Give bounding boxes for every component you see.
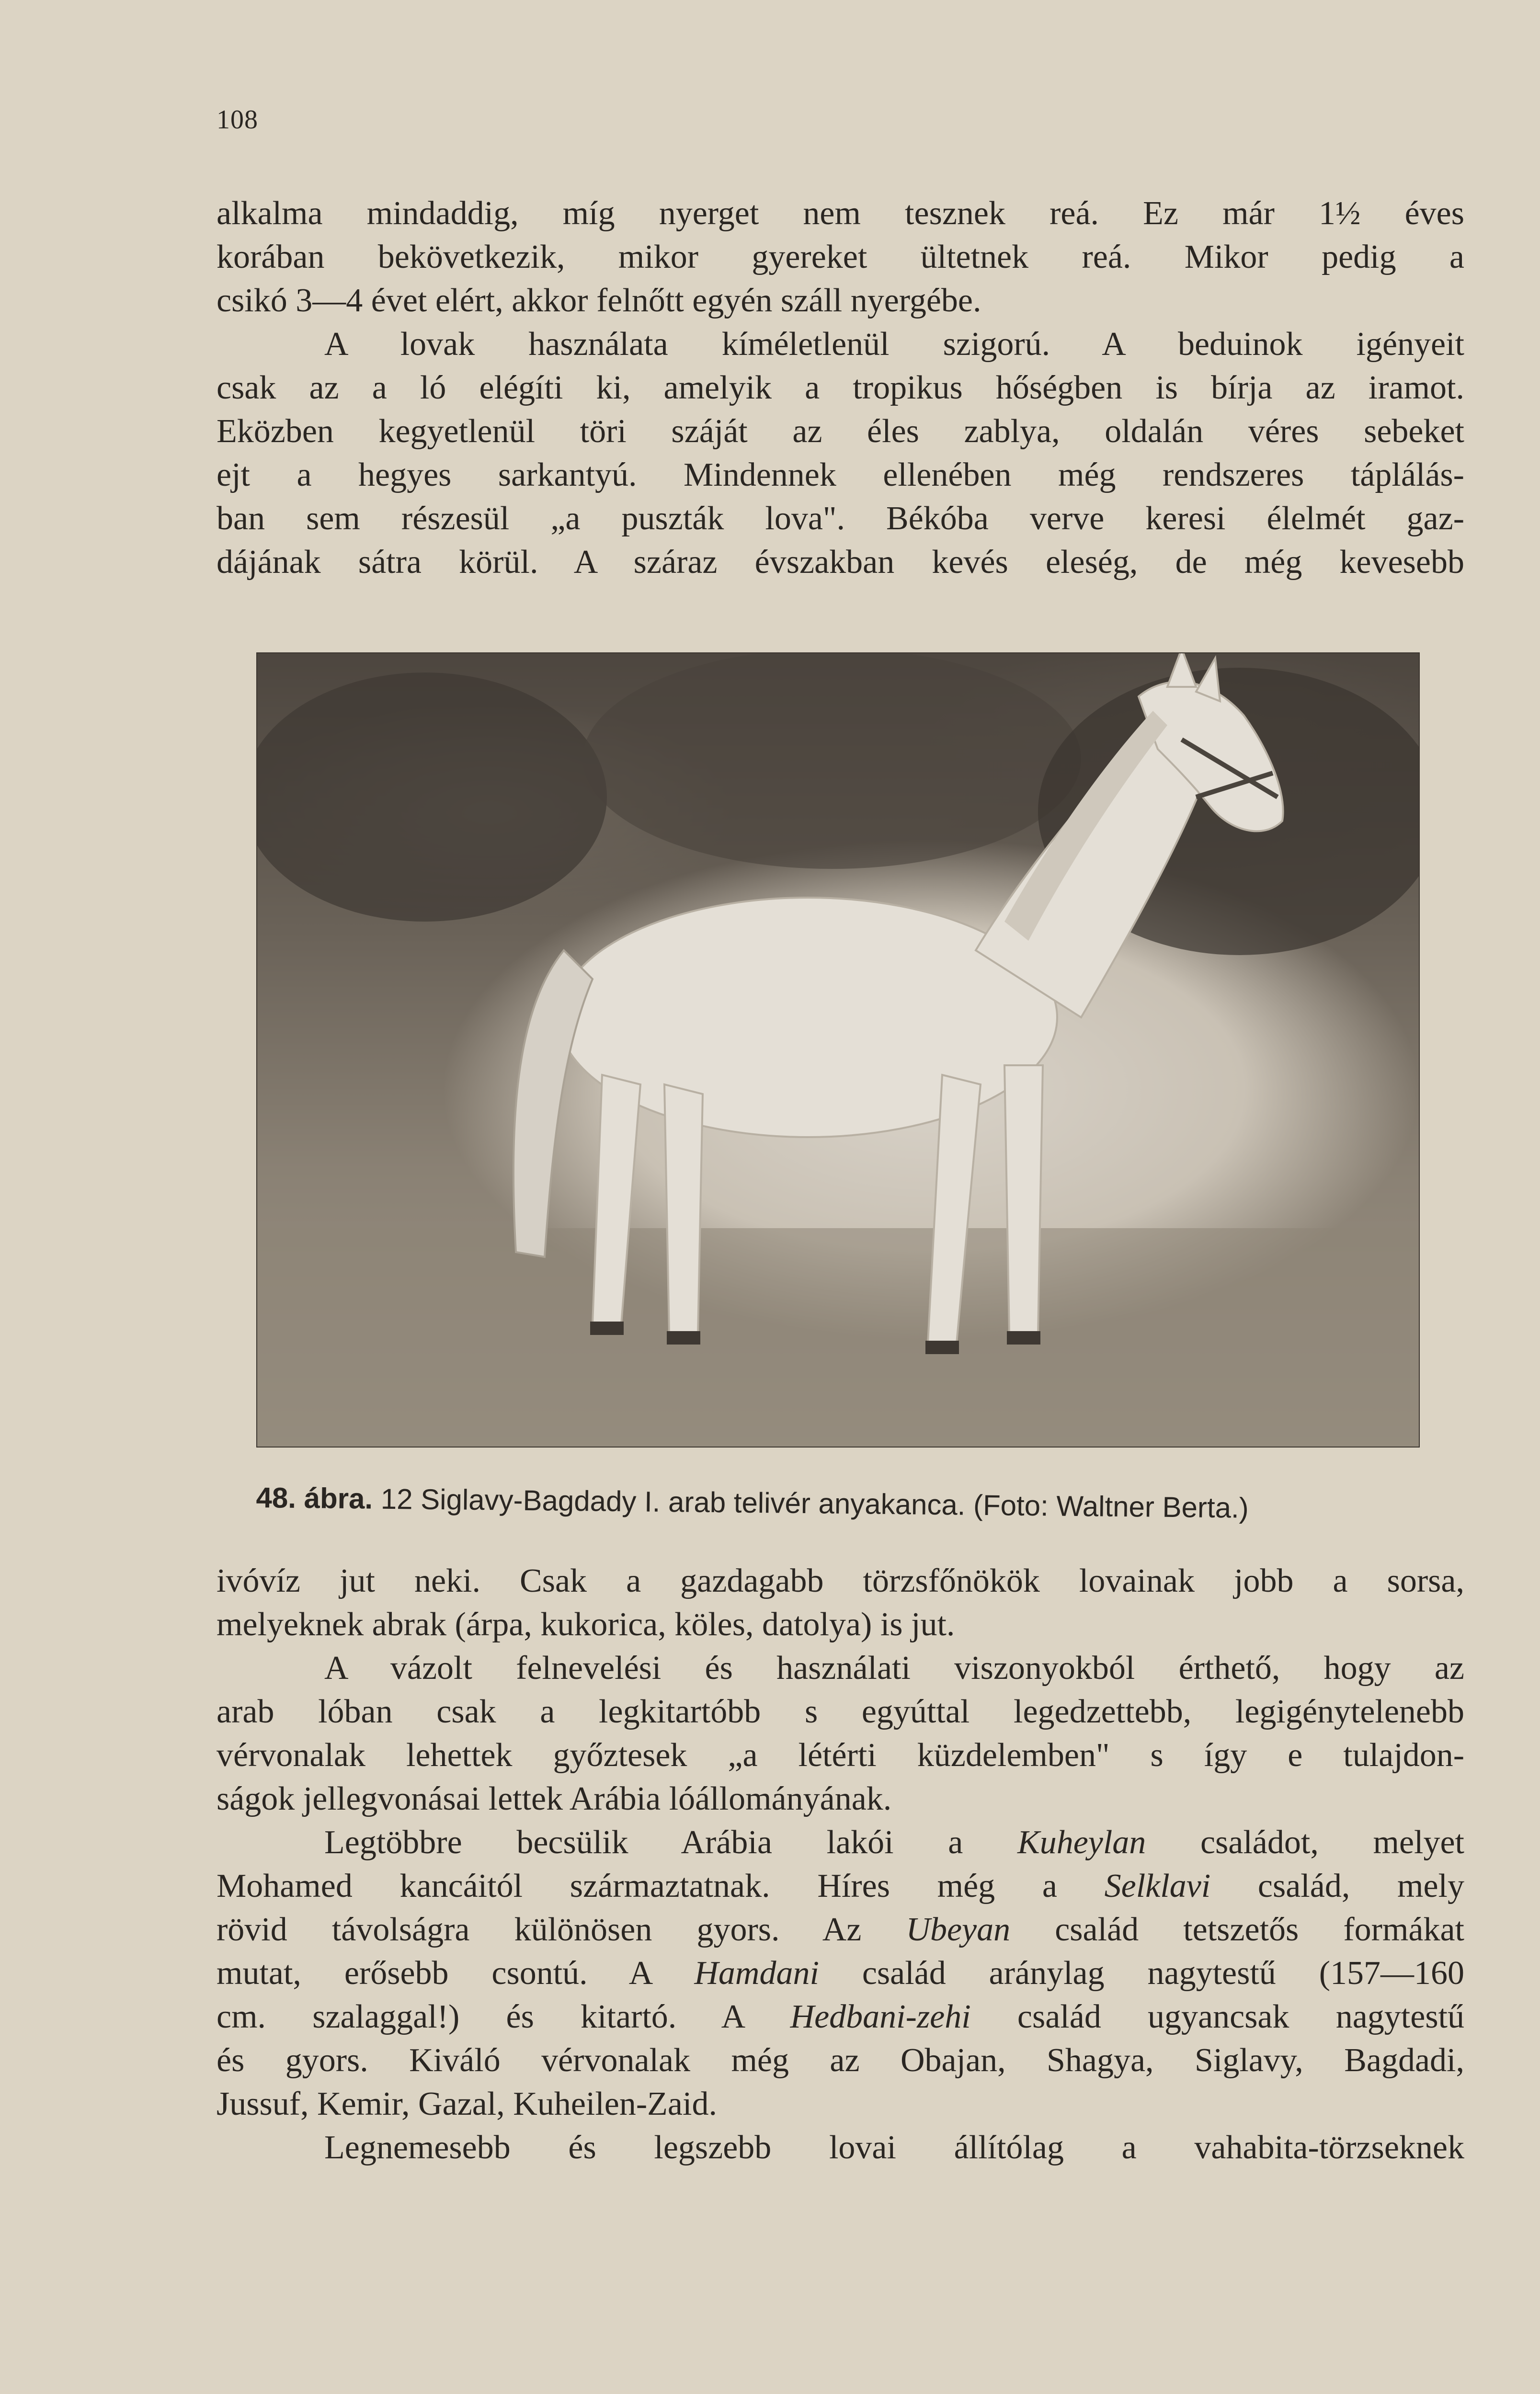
- text-line: mutat, erősebb csontú. A Hamdani család aránylag nagytestű (157—160: [217, 1955, 1464, 1992]
- text-line: Legnemesebb és legszebb lovai állítólag a vahabita-törzseknek: [324, 2129, 1464, 2166]
- top-paragraphs: [217, 192, 1464, 584]
- text-line: cm. szalaggal!) és kitartó. A Hedbani-zehi család ugyancsak nagytestű: [217, 1998, 1465, 2035]
- bottom-paragraphs: [217, 1559, 1464, 2169]
- horse-photograph: [256, 652, 1420, 1448]
- text-line: vérvonalak lehettek győztesek „a létérti küzdelemben" s így e tulajdon-: [217, 1737, 1464, 1774]
- text-line: ságok jellegvonásai lettek Arábia lóállományának.: [217, 1780, 892, 1817]
- text-line: rövid távolságra különösen gyors. Az Ubeyan család tetszetős formákat: [217, 1911, 1464, 1948]
- text-line: Legtöbbre becsülik Arábia lakói a Kuheylan családot, melyet: [324, 1824, 1464, 1861]
- figure-number: 48. ábra.: [256, 1482, 373, 1515]
- horse-illustration: [257, 653, 1419, 1447]
- text-line: melyeknek abrak (árpa, kukorica, köles, datolya) is jut.: [217, 1606, 955, 1643]
- text-line: ban sem részesül „a puszták lova". Békóba verve keresi élelmét gaz-: [217, 500, 1464, 537]
- text-line: arab lóban csak a legkitartóbb s egyúttal legedzettebb, legigénytelenebb: [217, 1693, 1464, 1730]
- text-line: A vázolt felnevelési és használati viszonyokból érthető, hogy az: [324, 1650, 1464, 1687]
- page-number: 108: [217, 105, 258, 135]
- figure-caption: [256, 1481, 1444, 1527]
- text-line: Jussuf, Kemir, Gazal, Kuheilen-Zaid.: [217, 2086, 717, 2122]
- text-line: Eközben kegyetlenül töri száját az éles zablya, oldalán véres sebeket: [217, 413, 1464, 450]
- text-line: korában bekövetkezik, mikor gyereket ültetnek reá. Mikor pedig a: [217, 239, 1464, 275]
- text-line: és gyors. Kiváló vérvonalak még az Obajan, Shagya, Siglavy, Bagdadi,: [217, 2042, 1464, 2079]
- text-line: ivóvíz jut neki. Csak a gazdagabb törzsfőnökök lovainak jobb a sorsa,: [217, 1562, 1464, 1599]
- text-line: Mohamed kancáitól származtatnak. Híres még a Selklavi család, mely: [217, 1868, 1464, 1904]
- figure-caption-text: 12 Siglavy-Bagdady I. arab telivér anyakanca. (Foto: Waltner Berta.): [380, 1482, 1249, 1524]
- text-line: csak az a ló elégíti ki, amelyik a tropikus hőségben is bírja az iramot.: [217, 369, 1464, 406]
- text-line: dájának sátra körül. A száraz évszakban kevés eleség, de még kevesebb: [217, 544, 1464, 581]
- text-line: ejt a hegyes sarkantyú. Mindennek ellenében még rendszeres táplálás-: [217, 456, 1464, 493]
- text-line: csikó 3—4 évet elért, akkor felnőtt egyén száll nyergébe.: [217, 282, 981, 319]
- text-line: alkalma mindaddig, míg nyerget nem tesznek reá. Ez már 1½ éves: [217, 195, 1464, 232]
- text-line: A lovak használata kíméletlenül szigorú. A beduinok igényeit: [324, 326, 1464, 363]
